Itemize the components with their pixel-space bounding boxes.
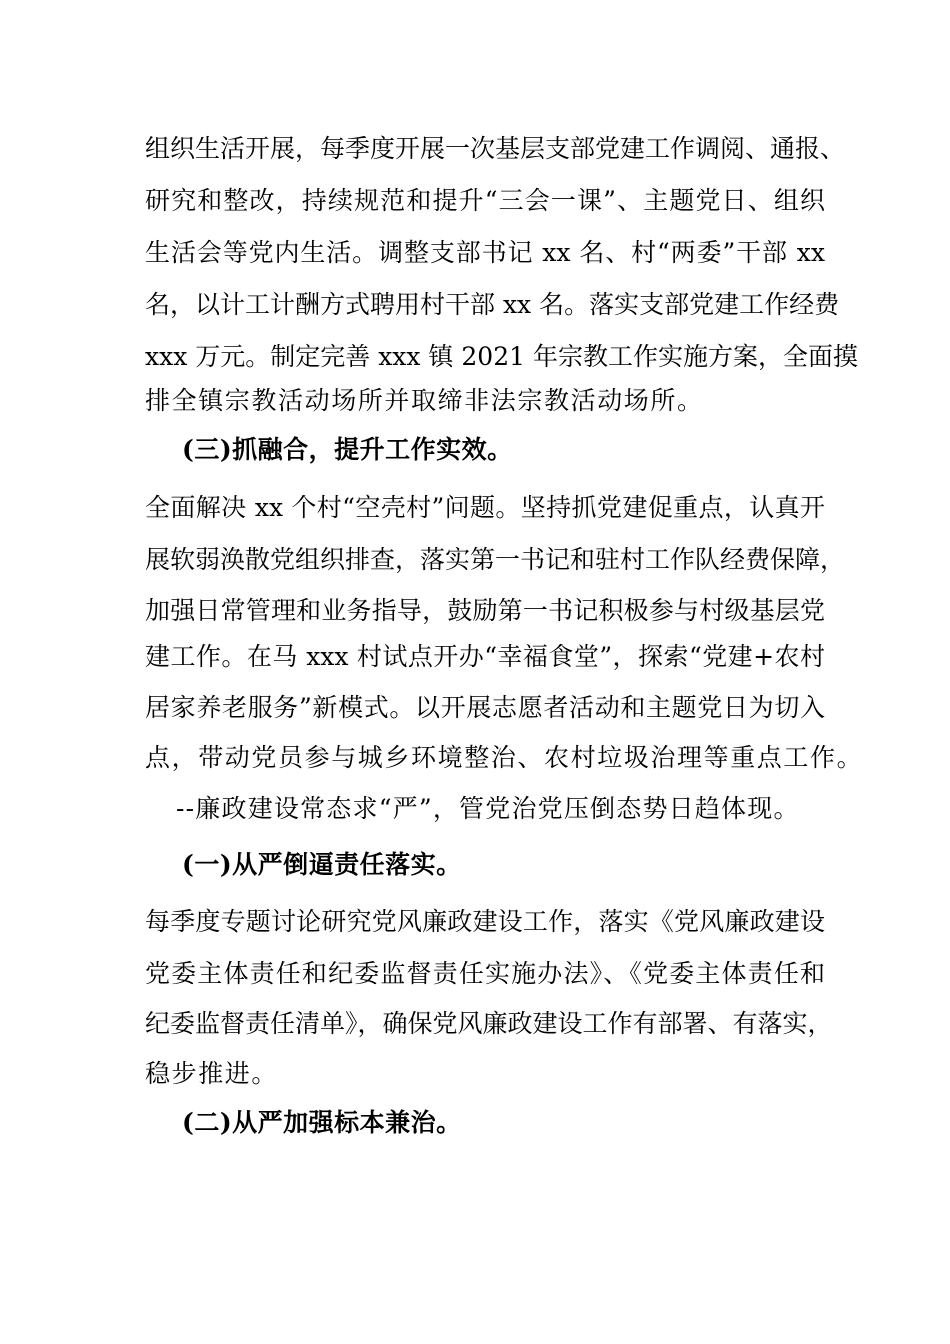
- paragraph-3-line-4: 稳步推进。: [145, 1059, 279, 1088]
- paragraph-1-line-1: 组织生活开展，每季度开展一次基层支部党建工作调阅、通报、: [145, 134, 846, 163]
- paragraph-2-line-4: 建工作。在马 xxx 村试点开办“幸福食堂”，探索“党建+农村: [145, 642, 825, 671]
- heading-1: (一)从严倒逼责任落实。: [182, 850, 462, 879]
- paragraph-3-line-2: 党委主体责任和纪委监督责任实施办法》、《党委主体责任和: [145, 959, 825, 988]
- paragraph-2-line-5: 居家养老服务”新模式。以开展志愿者活动和主题党日为切入: [145, 693, 825, 722]
- paragraph-3-line-3: 纪委监督责任清单》，确保党风廉政建设工作有部署、有落实，: [145, 1009, 833, 1038]
- heading-2: (二)从严加强标本兼治。: [182, 1108, 462, 1137]
- paragraph-2-line-2: 展软弱涣散党组织排查，落实第一书记和驻村工作队经费保障，: [145, 545, 846, 574]
- section-line: --廉政建设常态求“严”，管党治党压倒态势日趋体现。: [176, 794, 800, 823]
- paragraph-1-line-5: xxx 万元。制定完善 xxx 镇 2021 年宗教工作实施方案，全面摸: [145, 342, 858, 371]
- paragraph-1-line-4: 名，以计工计酬方式聘用村干部 xx 名。落实支部党建工作经费: [145, 290, 840, 319]
- paragraph-1-line-2: 研究和整改，持续规范和提升“三会一课”、主题党日、组织: [145, 186, 825, 215]
- paragraph-2-line-6: 点，带动党员参与城乡环境整治、农村垃圾治理等重点工作。: [145, 743, 864, 772]
- paragraph-2-line-3: 加强日常管理和业务指导，鼓励第一书记积极参与村级基层党: [145, 596, 825, 625]
- heading-3: (三)抓融合，提升工作实效。: [182, 435, 513, 464]
- paragraph-3-line-1: 每季度专题讨论研究党风廉政建设工作，落实《党风廉政建设: [145, 907, 825, 936]
- paragraph-1-line-6: 排全镇宗教活动场所并取缔非法宗教活动场所。: [145, 386, 704, 415]
- paragraph-2-line-1: 全面解决 xx 个村“空壳村”问题。坚持抓党建促重点，认真开: [145, 493, 825, 522]
- paragraph-1-line-3: 生活会等党内生活。调整支部书记 xx 名、村“两委”干部 xx: [145, 238, 825, 267]
